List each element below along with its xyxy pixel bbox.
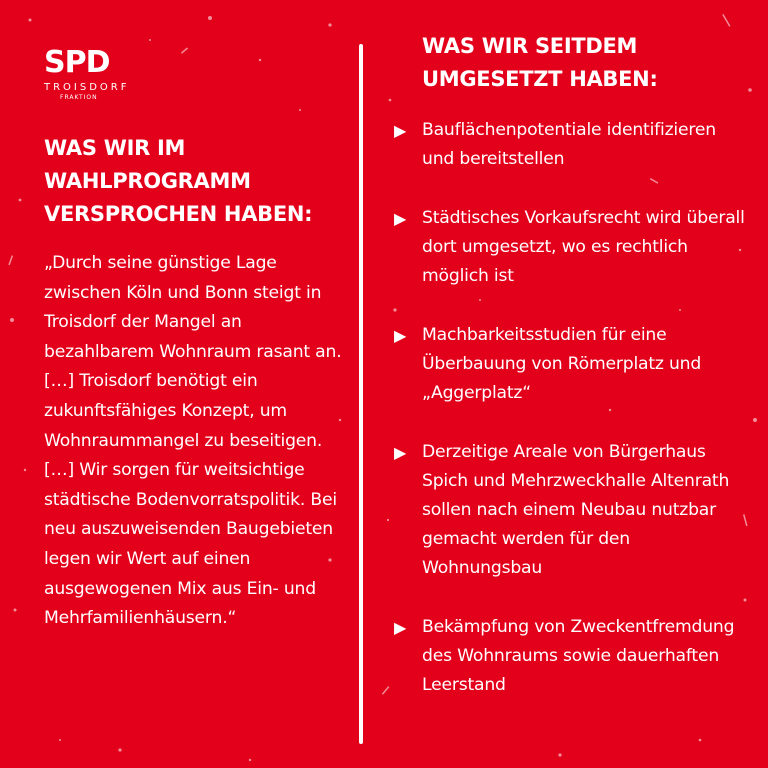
list-item bbox=[394, 613, 752, 700]
election-program-quote: „Durch seine günstige Lage zwischen Köln und Bonn steigt in Troisdorf der Mangel an bezahlbarem Wohnraum rasant an. […] Troisdorf benötigt ein zukunftsfähiges Konzept, um Wohnraummangel zu beseitigen. […] Wir sorgen für weitsichtige städtische Bodenvorratspolitik. Bei neu auszuweisenden Baugebieten legen wir Wert auf einen ausgewogenen Mix aus Ein- und Mehrfamilienhäusern.“ bbox=[44, 253, 342, 629]
triangle-right-icon: ▶ bbox=[394, 618, 407, 637]
implemented-heading: WAS WIR SEITDEM UMGESETZT HABEN: bbox=[422, 34, 658, 91]
logo-city: TROISDORF bbox=[44, 82, 130, 93]
triangle-right-icon: ▶ bbox=[394, 326, 407, 345]
promise-column bbox=[44, 132, 344, 634]
list-item-text: Derzeitige Areale von Bürgerhaus Spich und Mehrzweckhalle Altenrath sollen nach einem Neubau nutzbar gemacht werden für den Wohnungsbau bbox=[422, 442, 730, 578]
triangle-right-icon: ▶ bbox=[394, 209, 407, 228]
implemented-column bbox=[394, 30, 752, 700]
triangle-right-icon: ▶ bbox=[394, 121, 407, 140]
list-item bbox=[394, 116, 752, 174]
spd-logo bbox=[44, 45, 144, 102]
list-item bbox=[394, 321, 752, 408]
list-item-text: Bekämpfung von Zweckentfremdung des Wohnraums sowie dauerhaften Leerstand bbox=[422, 617, 735, 695]
list-item bbox=[394, 438, 752, 583]
implemented-list bbox=[394, 116, 752, 700]
list-item bbox=[394, 204, 752, 291]
column-divider bbox=[359, 44, 363, 744]
list-item-text: Städtisches Vorkaufsrecht wird überall dort umgesetzt, wo es rechtlich möglich ist bbox=[422, 208, 745, 286]
triangle-right-icon: ▶ bbox=[394, 443, 407, 462]
logo-subtitle: FRAKTION bbox=[60, 94, 98, 101]
list-item-text: Machbarkeitsstudien für eine Überbauung von Römerplatz und „Aggerplatz“ bbox=[422, 325, 702, 403]
promise-heading: WAS WIR IM WAHLPROGRAMM VERSPROCHEN HABEN: bbox=[44, 136, 313, 226]
list-item-text: Bauflächenpotentiale identifizieren und bereitstellen bbox=[422, 120, 716, 169]
logo-wordmark: SPD bbox=[44, 45, 110, 80]
